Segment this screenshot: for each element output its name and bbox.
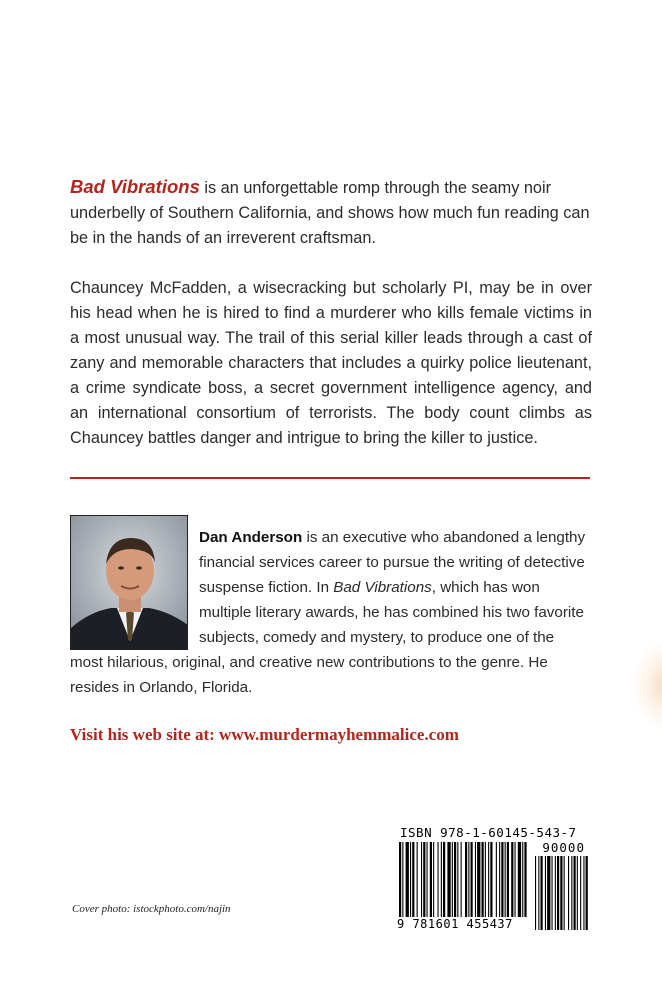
barcode-number: 9 781601 455437 [395,917,527,931]
barcode-bar [477,842,480,918]
barcode-bar [518,842,521,918]
barcode-bar [482,842,484,918]
isbn-label: ISBN 978-1-60145-543-7 [400,825,577,840]
barcode-bar [515,842,516,918]
barcode-bar [406,842,409,918]
section-divider [70,477,590,479]
barcode-bar [468,842,469,918]
barcode-bar [410,842,411,918]
barcode-bar [465,842,467,918]
barcode-bar [423,842,425,918]
barcode-bar [461,842,462,918]
barcode-bar [433,842,434,918]
barcode-bar [522,842,523,918]
barcode-bar [443,842,445,918]
photo-spacer [70,525,199,649]
barcode-bar [586,856,588,930]
barcode-bar [535,856,536,930]
barcode-bar [571,856,572,930]
barcode-bar [583,856,584,930]
book-title: Bad Vibrations [70,176,200,197]
barcode-bar [471,842,473,918]
barcode-bar [454,842,456,918]
barcode-bar [505,842,506,918]
barcode-bar [417,842,418,918]
blurb-intro [70,174,592,251]
barcode-bar [421,842,422,918]
barcode-bar [447,842,450,918]
barcode-bar [568,856,569,930]
barcode-bar [524,842,526,918]
barcode-bar [538,856,539,930]
barcode-bar [580,856,581,930]
barcode-bar [402,842,403,918]
barcode-bar [545,856,546,930]
barcode-bar [441,842,442,918]
author-bio-book-title: Bad Vibrations [333,579,432,596]
barcode-bar [564,856,565,930]
isbn-barcode [395,824,591,938]
blurb-synopsis: Chauncey McFadden, a wisecracking but scholarly PI, may be in over his head when he is hired to find a murderer who kills female victims in a most unusual way. The trail of this serial killer leads through a cast of zany and memorable characters that includes a quirky police lieutenant, a crime syndicate boss, a secret government intelligence agency, and an international consortium of terrorists. The body count climbs as Chauncey battles danger and intrigue to bring the killer to justice. [70,279,592,447]
barcode-bar [438,842,439,918]
barcode-bar [574,856,576,930]
barcode-bar [412,842,414,918]
background-glow [632,640,662,730]
barcode-bar [552,856,553,930]
barcode-bar [507,842,509,918]
barcode-bar [488,842,489,918]
price-code: 90000 [542,840,585,855]
barcode-bar [560,856,562,930]
barcode-bar [475,842,476,918]
barcode-bar [511,842,513,918]
barcode-bar [496,842,497,918]
author-bio-text-1: is an executive who abandoned a lengthy financial services career to pursue the writing of detective suspense fiction. In [199,529,586,596]
barcode-bar [490,842,492,918]
author-name: Dan Anderson [199,529,303,546]
barcode-bar [577,856,578,930]
barcode-bar [399,842,401,918]
barcode-bar [547,856,550,930]
barcode-bar [557,856,559,930]
website-link[interactable]: Visit his web site at: www.murdermayhemmalice.com [70,725,459,744]
author-bio [70,525,590,700]
barcode-bar [499,842,500,918]
barcode-bar [452,842,453,918]
barcode-bar [541,856,543,930]
barcode-bar [485,842,486,918]
blurb-intro-text: is an unforgettable romp through the seamy noir underbelly of Southern California, and shows how much fun reading can be in the hands of an irreverent craftsman. [70,179,590,247]
barcode-bar [427,842,428,918]
barcode-bar [457,842,458,918]
cover-photo-credit: Cover photo: istockphoto.com/najin [72,903,231,915]
barcode-bar [430,842,432,918]
author-bio-text-2: , which has won multiple literary awards, he has combined his two favorite subjects, comedy and mystery, to produce one of the most hilarious, original, and creative new contributions to the genre. He resides in Orlando, Florida. [70,579,584,696]
barcode-bar [501,842,503,918]
barcode-bar [555,856,556,930]
